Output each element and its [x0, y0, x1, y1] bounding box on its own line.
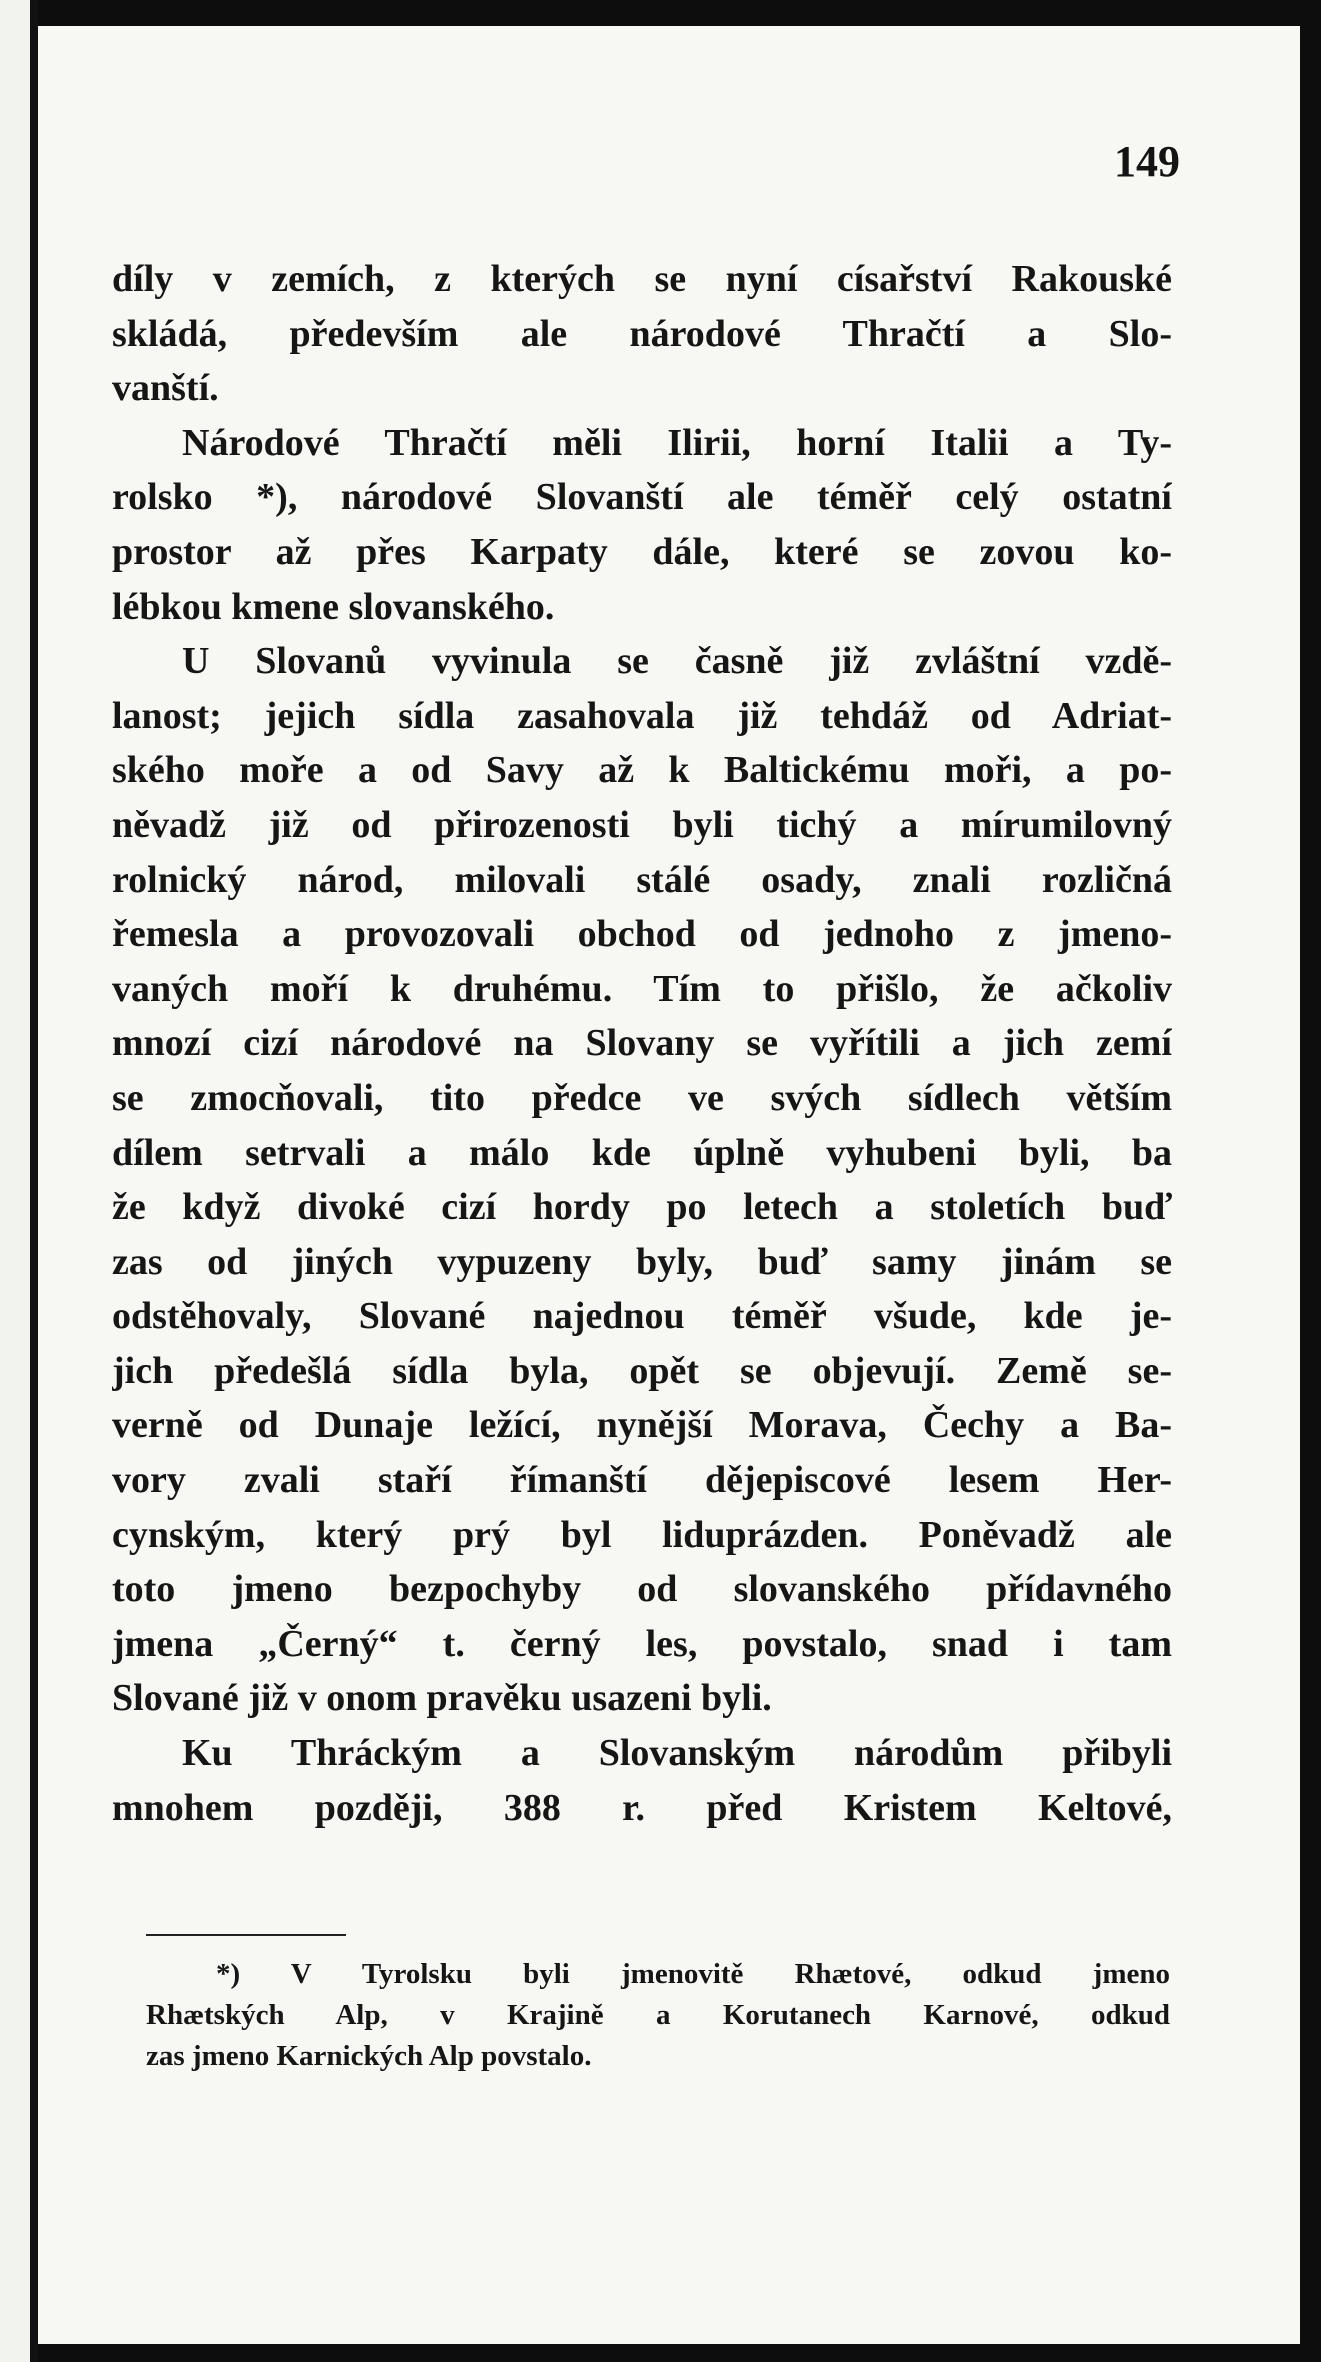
page-gutter [30, 0, 38, 2362]
text-line: Slované již v onom pravěku usazeni byli. [112, 1677, 772, 1720]
text-line: jmena „Černý“ t. černý les, povstalo, snad i tam [112, 1622, 1172, 1665]
text-line: prostor až přes Karpaty dále, které se zovou ko- [112, 530, 1172, 573]
text-line: něvadž již od přirozenosti byli tichý a mírumilovný [112, 803, 1172, 846]
text-line: lanost; jejich sídla zasahovala již tehdáž od Adriat- [112, 694, 1172, 737]
text-line: se zmocňovali, tito předce ve svých sídlech větším [112, 1076, 1172, 1119]
footnote-divider [146, 1934, 346, 1936]
text-line: ského moře a od Savy až k Baltickému moři, a po- [112, 749, 1172, 792]
page-number: 149 [1114, 137, 1180, 186]
text-line: verně od Dunaje ležící, nynější Morava, Čechy a Ba- [112, 1404, 1172, 1447]
text-line: že když divoké cizí hordy po letech a stoletích buď [112, 1186, 1172, 1229]
text-line: Ku Thráckým a Slovanským národům přibyli [182, 1732, 1172, 1775]
text-line: vanští. [112, 367, 219, 410]
footnote [146, 1954, 1170, 2077]
text-line: dílem setrvali a málo kde úplně vyhubeni byli, ba [112, 1131, 1172, 1174]
text-line: řemesla a provozovali obchod od jednoho z jmeno- [112, 913, 1172, 956]
footnote-line: *) V Tyrolsku byli jmenovitě Rhætové, odkud jmeno [216, 1958, 1170, 1990]
text-line: lébkou kmene slovanského. [112, 585, 555, 628]
footnote-line: zas jmeno Karnických Alp povstalo. [146, 2040, 592, 2072]
text-line: díly v zemích, z kterých se nyní císařství Rakouské [112, 258, 1172, 300]
adjacent-page-edge [0, 0, 30, 2362]
text-line: vory zvali staří římanští dějepiscové lesem Her- [112, 1459, 1172, 1502]
text-line: U Slovanů vyvinula se časně již zvláštní vzdě- [182, 640, 1172, 683]
text-line: mnozí cizí národové na Slovany se vyřítili a jich zemí [112, 1022, 1172, 1065]
text-line: odstěhovaly, Slované najednou téměř všude, kde je- [112, 1295, 1172, 1338]
text-line: skládá, především ale národové Thračtí a Slo- [112, 312, 1172, 355]
text-line: mnohem později, 388 r. před Kristem Keltové, [112, 1786, 1172, 1829]
text-line: cynským, který prý byl liduprázden. Poněvadž ale [112, 1513, 1172, 1556]
text-line: rolsko *), národové Slovanští ale téměř celý ostatní [112, 476, 1172, 519]
text-line: vaných moří k druhému. Tím to přišlo, že ačkoliv [112, 967, 1172, 1010]
text-line: zas od jiných vypuzeny byly, buď samy jinám se [112, 1240, 1172, 1283]
text-line: Národové Thračtí měli Ilirii, horní Italii a Ty- [182, 421, 1172, 464]
footnote-line: Rhætských Alp, v Krajině a Korutanech Karnové, odkud [146, 1999, 1170, 2031]
text-line: rolnický národ, milovali stálé osady, znali rozličná [112, 858, 1172, 901]
text-line: toto jmeno bezpochyby od slovanského přídavného [112, 1568, 1172, 1611]
book-page [38, 26, 1300, 2344]
text-line: jich předešlá sídla byla, opět se objevují. Země se- [112, 1349, 1172, 1392]
body-text [112, 252, 1172, 1835]
